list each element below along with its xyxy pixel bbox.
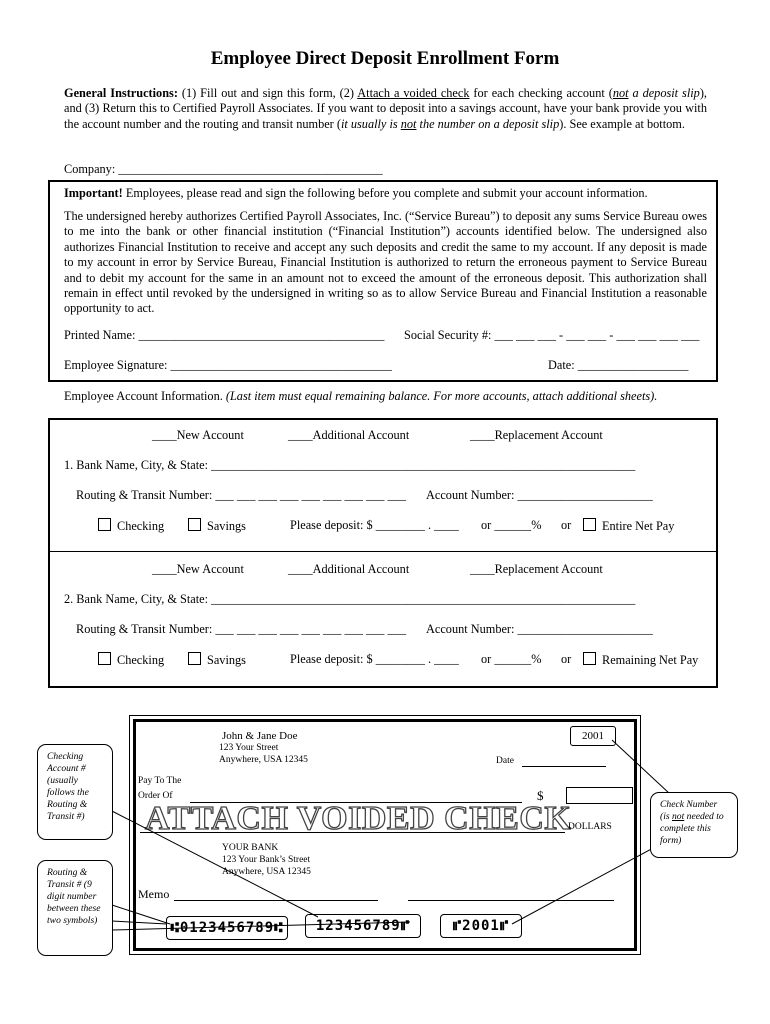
- authorization-text: The undersigned hereby authorizes Certified Payroll Associates, Inc. (“Service Bureau”) to deposit any sums Service Bureau owes to me into the bank or other financial institution (“Financial Institution”) accounts identified below. The undersigned also authorizes Financial Institution to receive and accept any such deposits and credit the same to my account. If any deposit is made to my account in error by Service Bureau, Financial Institution is authorized to return the erroneous payment to Service Bureau and to debit my account for the same in an amount not to exceed the amount of the erroneous deposit. This authorization shall remain in effect until revoked by the undersigned in writing so as to allow Service Bureau and Financial Institution a reasonable opportunity to act.: [64, 209, 707, 316]
- printed-name-field[interactable]: Printed Name: ________________________________________: [64, 328, 385, 342]
- savings-label: Savings: [207, 653, 246, 667]
- company-field[interactable]: Company: ___________________________________________: [64, 162, 383, 176]
- net-pay-label: Remaining Net Pay: [602, 653, 699, 667]
- signature-date-field[interactable]: Date: __________________: [548, 358, 689, 372]
- micr-check-number: ⑈2001⑈: [440, 914, 522, 938]
- instructions-label: General Instructions:: [64, 86, 178, 100]
- routing-leader-left-2: [112, 921, 167, 924]
- account-number-field[interactable]: Account Number: ______________________: [426, 622, 653, 636]
- instructions-not-1: not: [612, 86, 629, 100]
- instructions-text-1: (1) Fill out and sign this form, (2): [177, 86, 358, 100]
- order-of-label: Order Of: [138, 791, 173, 801]
- ssn-field[interactable]: Social Security #: ___ ___ ___ - ___ ___ - ___ ___ ___ ___: [404, 328, 700, 342]
- checking-account-leader: [110, 810, 318, 917]
- routing-number-field[interactable]: Routing & Transit Number: ___ ___ ___ ___ ___ ___ ___ ___ ___: [76, 488, 406, 502]
- new-account-option[interactable]: ____New Account: [152, 562, 244, 576]
- checking-label: Checking: [117, 519, 165, 533]
- dollar-sign: $: [537, 788, 544, 803]
- attach-check-link: Attach a voided check: [357, 86, 470, 100]
- account-info-note: (Last item must equal remaining balance. For more accounts, attach additional sheets).: [222, 389, 658, 403]
- page-title: Employee Direct Deposit Enrollment Form: [210, 48, 560, 69]
- additional-account-option[interactable]: ____Additional Account: [288, 562, 410, 576]
- bank-address-1: 123 Your Bank’s Street: [222, 855, 311, 865]
- check-number-micr-leader: [512, 840, 668, 924]
- account-number-field[interactable]: Account Number: ______________________: [426, 488, 653, 502]
- void-check-watermark: ATTACH VOIDED CHECK: [145, 800, 572, 837]
- check-number-callout-text-2: needed to complete this form): [660, 811, 724, 846]
- check-number-callout-not: not: [672, 811, 685, 822]
- dollars-label: DOLLARS: [568, 822, 612, 832]
- or-label: or: [561, 518, 572, 532]
- instructions-text-7: ). See example at bottom.: [559, 116, 685, 131]
- instructions-text-3: a deposit slip: [628, 86, 700, 100]
- bank-name-field[interactable]: 2. Bank Name, City, & State: _____________________________________________________________________: [64, 592, 636, 606]
- replacement-account-option[interactable]: ____Replacement Account: [470, 428, 603, 442]
- net-pay-label: Entire Net Pay: [602, 519, 675, 533]
- or-label: or: [561, 652, 572, 666]
- micr-routing: ⑆0123456789⑆: [166, 916, 288, 940]
- check-number: 2001: [570, 726, 616, 746]
- check-address-2: Anywhere, USA 12345: [219, 755, 308, 765]
- memo-label: Memo: [138, 887, 170, 901]
- deposit-amount-field[interactable]: Please deposit: $ ________ . ____: [290, 518, 459, 532]
- checking-label: Checking: [117, 653, 165, 667]
- pay-to-label: Pay To The: [138, 776, 182, 786]
- check-owner: John & Jane Doe: [222, 730, 298, 742]
- deposit-percent-field[interactable]: or ______%: [481, 518, 542, 532]
- routing-number-field[interactable]: Routing & Transit Number: ___ ___ ___ ___ ___ ___ ___ ___ ___: [76, 622, 406, 636]
- deposit-percent-field[interactable]: or ______%: [481, 652, 542, 666]
- instructions-text-6: the number on a deposit slip: [416, 116, 560, 131]
- important-text: Employees, please read and sign the following before you complete and submit your account information.: [122, 186, 648, 200]
- instructions-text-5: it usually is: [340, 116, 401, 131]
- check-date-label: Date: [496, 756, 514, 766]
- routing-callout: Routing & Transit # (9 digit number between these two symbols): [37, 860, 113, 956]
- instructions-text-4: ), and (3) Return this to Certified Payroll Associates. If you want to deposit into a savings account, have your bank provide you with the account number and the routing and transit number (: [64, 86, 707, 131]
- micr-account: 123456789⑈: [305, 914, 421, 938]
- additional-account-option[interactable]: ____Additional Account: [288, 428, 410, 442]
- bank-name-field[interactable]: 1. Bank Name, City, & State: _____________________________________________________________________: [64, 458, 636, 472]
- new-account-option[interactable]: ____New Account: [152, 428, 244, 442]
- account-info-label: Employee Account Information.: [64, 389, 223, 403]
- check-number-leader: [612, 740, 670, 794]
- bank-address-2: Anywhere, USA 12345: [222, 867, 311, 877]
- deposit-amount-field[interactable]: Please deposit: $ ________ . ____: [290, 652, 459, 666]
- instructions-text-2: for each checking account (: [469, 86, 613, 100]
- instructions-not-2: not: [400, 116, 417, 131]
- savings-label: Savings: [207, 519, 246, 533]
- check-number-callout-text-1: Check Number (is: [660, 799, 718, 822]
- important-label: Important!: [64, 186, 123, 200]
- bank-name: YOUR BANK: [222, 843, 279, 853]
- check-number-callout: [650, 792, 738, 858]
- checking-account-callout: Checking Account # (usually follows the Routing & Transit #): [37, 744, 113, 840]
- employee-signature-field[interactable]: Employee Signature: ____________________________________: [64, 358, 392, 372]
- replacement-account-option[interactable]: ____Replacement Account: [470, 562, 603, 576]
- check-address-1: 123 Your Street: [219, 743, 279, 753]
